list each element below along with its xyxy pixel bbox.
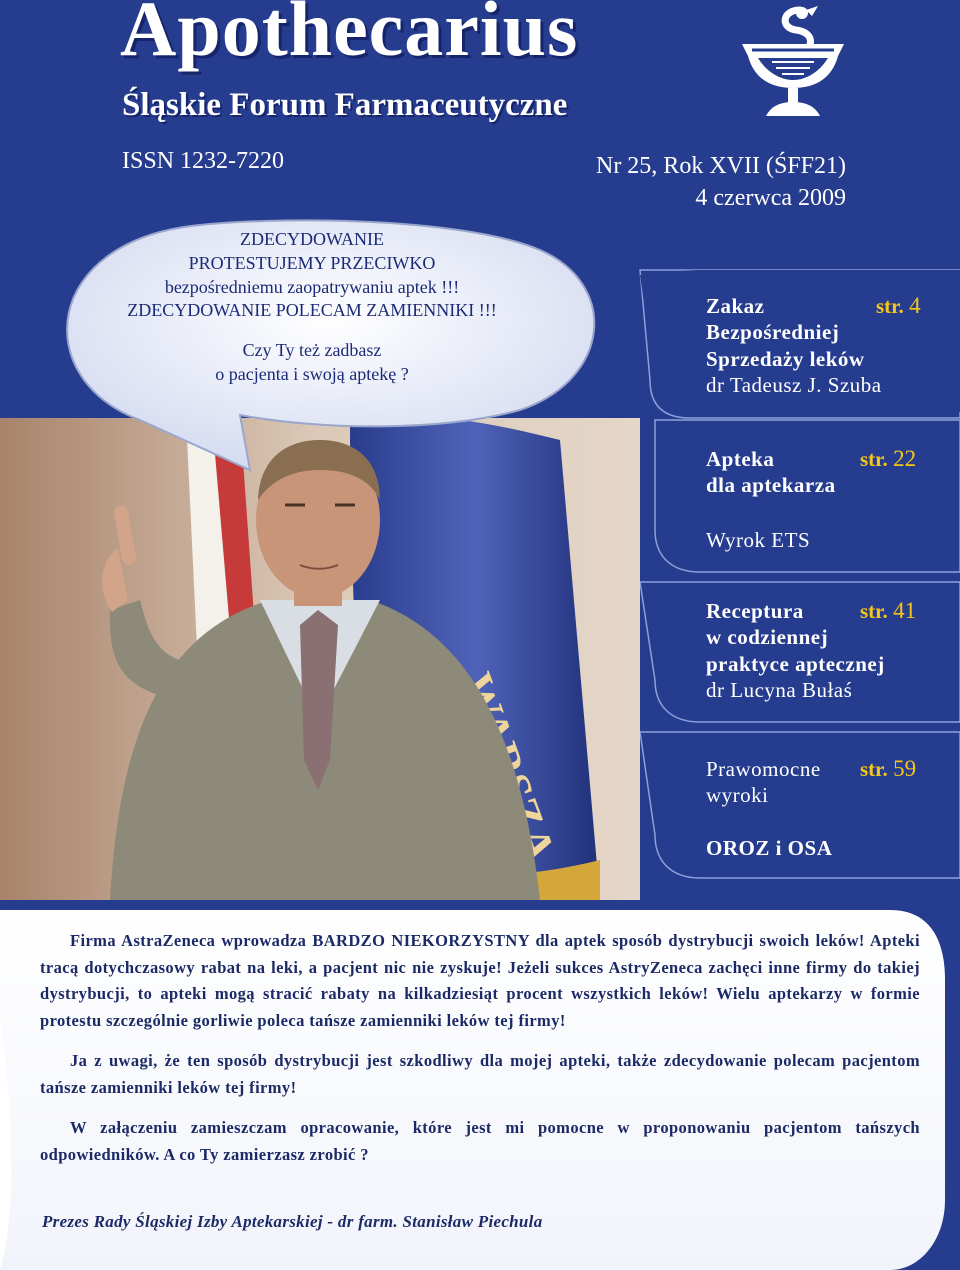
toc-title-line: Bezpośredniej [706, 320, 840, 345]
toc-title-line: dla aptekarza [706, 473, 836, 498]
toc-page-ref [860, 446, 916, 472]
toc-subtitle: OROZ i OSA [706, 835, 833, 860]
toc-item-zakaz[interactable] [706, 293, 882, 398]
toc-title-line: Sprzedaży leków [706, 346, 865, 371]
toc-title-line: w codziennej [706, 625, 829, 650]
toc-page-prefix: str. [860, 757, 888, 781]
issue-number: Nr 25, Rok XVII (ŚFF21) [595, 153, 846, 179]
toc-item-prawomocne[interactable] [706, 756, 832, 861]
bubble-line: ZDECYDOWANIE POLECAM ZAMIENNIKI !!! [127, 300, 497, 321]
magazine-title: Apothecarius [120, 0, 579, 72]
bubble-question: Czy Ty też zadbasz [242, 340, 382, 360]
toc-title-line: praktyce aptecznej [706, 651, 885, 676]
toc-page-prefix: str. [860, 447, 888, 471]
toc-title-line: Zakaz [706, 294, 765, 318]
magazine-subtitle: Śląskie Forum Farmaceutyczne [122, 87, 568, 123]
speech-bubble [72, 228, 552, 387]
toc-page-ref [860, 598, 916, 624]
toc-title-line: Apteka [706, 447, 775, 471]
toc-page-ref [876, 293, 921, 319]
toc-item-apteka[interactable] [706, 446, 836, 553]
article-body [40, 928, 920, 1182]
toc-author: dr Tadeusz J. Szuba [706, 372, 882, 397]
toc-title-line: wyroki [706, 783, 769, 808]
article-paragraph: W załączeniu zamieszczam opracowanie, które jest mi pomocne w proponowaniu pacjentom tańszych odpowiedników. A co Ty zamierzasz zrobić ? [40, 1118, 920, 1164]
toc-item-receptura[interactable] [706, 598, 885, 703]
toc-page-ref [860, 756, 916, 782]
bubble-line: PROTESTUJEMY PRZECIWKO [188, 252, 436, 273]
article-signature: Prezes Rady Śląskiej Izby Aptekarskiej - dr farm. Stanisław Piechula [42, 1212, 543, 1231]
toc-page-number: 59 [893, 756, 917, 781]
bubble-line: bezpośredniemu zaopatrywaniu aptek !!! [164, 276, 460, 297]
toc-page-prefix: str. [876, 294, 904, 318]
toc-author: dr Lucyna Bułaś [706, 677, 853, 702]
article-paragraph: Ja z uwagi, że ten sposób dystrybucji jest szkodliwy dla mojej apteki, także zdecydowanie polecam pacjentom tańsze zamienniki leków tej firmy! [40, 1051, 920, 1097]
bubble-question: o pacjenta i swoją aptekę ? [215, 363, 409, 384]
toc-page-number: 4 [909, 293, 921, 318]
toc-page-prefix: str. [860, 599, 888, 623]
toc-subtitle: Wyrok ETS [706, 527, 811, 552]
toc-page-number: 41 [893, 598, 917, 623]
article-paragraph: Firma AstraZeneca wprowadza BARDZO NIEKORZYSTNY dla aptek sposób dystrybucji swoich leków! Apteki tracą dotychczasowy rabat na leki, a pacjent nic nie zyskuje! Jeżeli sukces AstryZeneca zachęci inne firmy do takiej dystrybucji, to apteki mogą stracić rabaty na kilkadziesiąt procent wszystkich leków! Wielu aptekarzy w formie protestu szczególnie gorliwie poleca tańsze zamienniki leków tej firmy! [40, 931, 920, 1030]
toc-title-line: Receptura [706, 599, 804, 623]
toc-page-number: 22 [893, 446, 917, 471]
issue-date: 4 czerwca 2009 [695, 184, 846, 211]
toc-title-line: Prawomocne [706, 757, 821, 781]
issn: ISSN 1232-7220 [122, 148, 285, 174]
bubble-line: ZDECYDOWANIE [240, 229, 384, 249]
